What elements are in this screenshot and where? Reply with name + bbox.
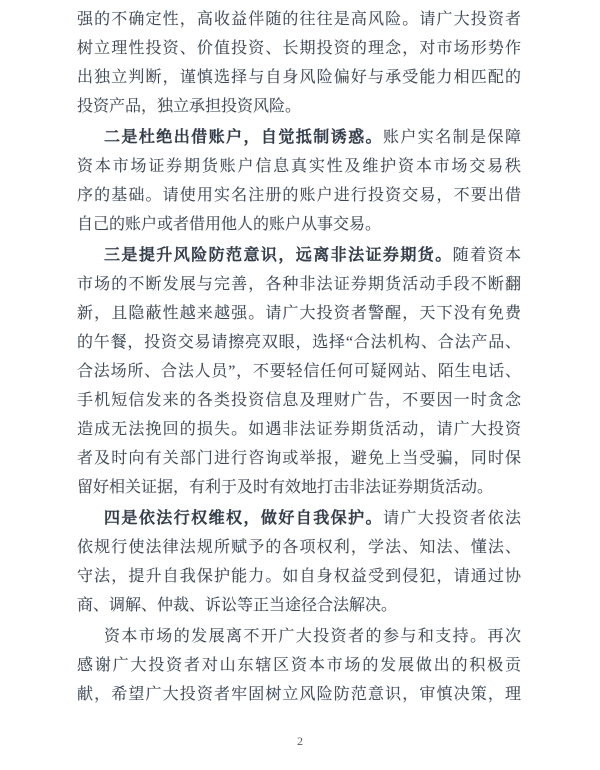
text-line: 留好相关证据，有利于及时有效地打击非法证券期货活动。 [77, 479, 494, 496]
paragraph-lead-bold: 三是提升风险防范意识，远离非法证券期货。 [104, 247, 453, 264]
text-line: 合法场所、合法人员”，不要轻信任何可疑网站、陌生电话、 [77, 363, 521, 380]
text-line: 献，希望广大投资者牢固树立风险防范意识，审慎决策，理 [77, 686, 521, 703]
text-line: 感谢广大投资者对山东辖区资本市场的发展做出的积极贡 [77, 657, 521, 674]
text-line: 的午餐，投资交易请擦亮双眼，选择“合法机构、合法产品、 [77, 334, 521, 351]
text-line: 投资产品，独立承担投资风险。 [77, 98, 302, 115]
text-line: 出独立判断，谨慎选择与自身风险偏好与承受能力相匹配的 [77, 69, 521, 86]
paragraph-2 [77, 123, 521, 239]
paragraph-lead-rest: 请广大投资者依法 [382, 510, 521, 527]
paragraph-3 [77, 241, 521, 502]
paragraph-5 [77, 622, 521, 709]
text-line: 强的不确定性，高收益伴随的往往是高风险。请广大投资者 [77, 11, 521, 28]
text-line: 商、调解、仲裁、诉讼等正当途径合法解决。 [77, 597, 398, 614]
paragraph-lead-bold: 四是依法行权维权，做好自我保护。 [104, 510, 383, 527]
text-line [77, 241, 521, 270]
text-line: 手机短信发来的各类投资信息及理财广告，不要因一时贪念 [77, 392, 521, 409]
paragraph-lead-bold: 二是杜绝出借账户，自觉抵制诱惑。 [104, 129, 383, 146]
text-line [77, 123, 521, 152]
paragraph-4 [77, 504, 521, 620]
paragraph-lead-rest: 随着资本 [452, 247, 521, 264]
text-line: 新，且隐蔽性越来越强。请广大投资者警醒，天下没有免费 [77, 305, 521, 322]
paragraph-lead-rest: 资本市场的发展离不开广大投资者的参与和支持。再次 [104, 628, 521, 645]
text-line: 自己的账户或者借用他人的账户从事交易。 [77, 216, 382, 233]
document-page [77, 5, 521, 711]
page-number: 2 [297, 734, 303, 748]
text-line [77, 622, 521, 651]
text-line: 守法，提升自我保护能力。如自身权益受到侵犯，请通过协 [77, 568, 521, 585]
paragraph-lead-rest: 账户实名制是保障 [382, 129, 521, 146]
paragraph-1 [77, 5, 521, 121]
text-line: 资本市场证券期货账户信息真实性及维护资本市场交易秩 [77, 158, 521, 175]
text-line: 市场的不断发展与完善，各种非法证券期货活动手段不断翻 [77, 276, 521, 293]
text-line: 树立理性投资、价值投资、长期投资的理念，对市场形势作 [77, 40, 521, 57]
text-line: 造成无法挽回的损失。如遇非法证券期货活动，请广大投资 [77, 421, 521, 438]
text-line [77, 504, 521, 533]
text-line: 依规行使法律法规所赋予的各项权利，学法、知法、懂法、 [77, 539, 521, 556]
text-line: 序的基础。请使用实名注册的账户进行投资交易，不要出借 [77, 187, 521, 204]
text-line: 者及时向有关部门进行咨询或举报，避免上当受骗，同时保 [77, 450, 521, 467]
